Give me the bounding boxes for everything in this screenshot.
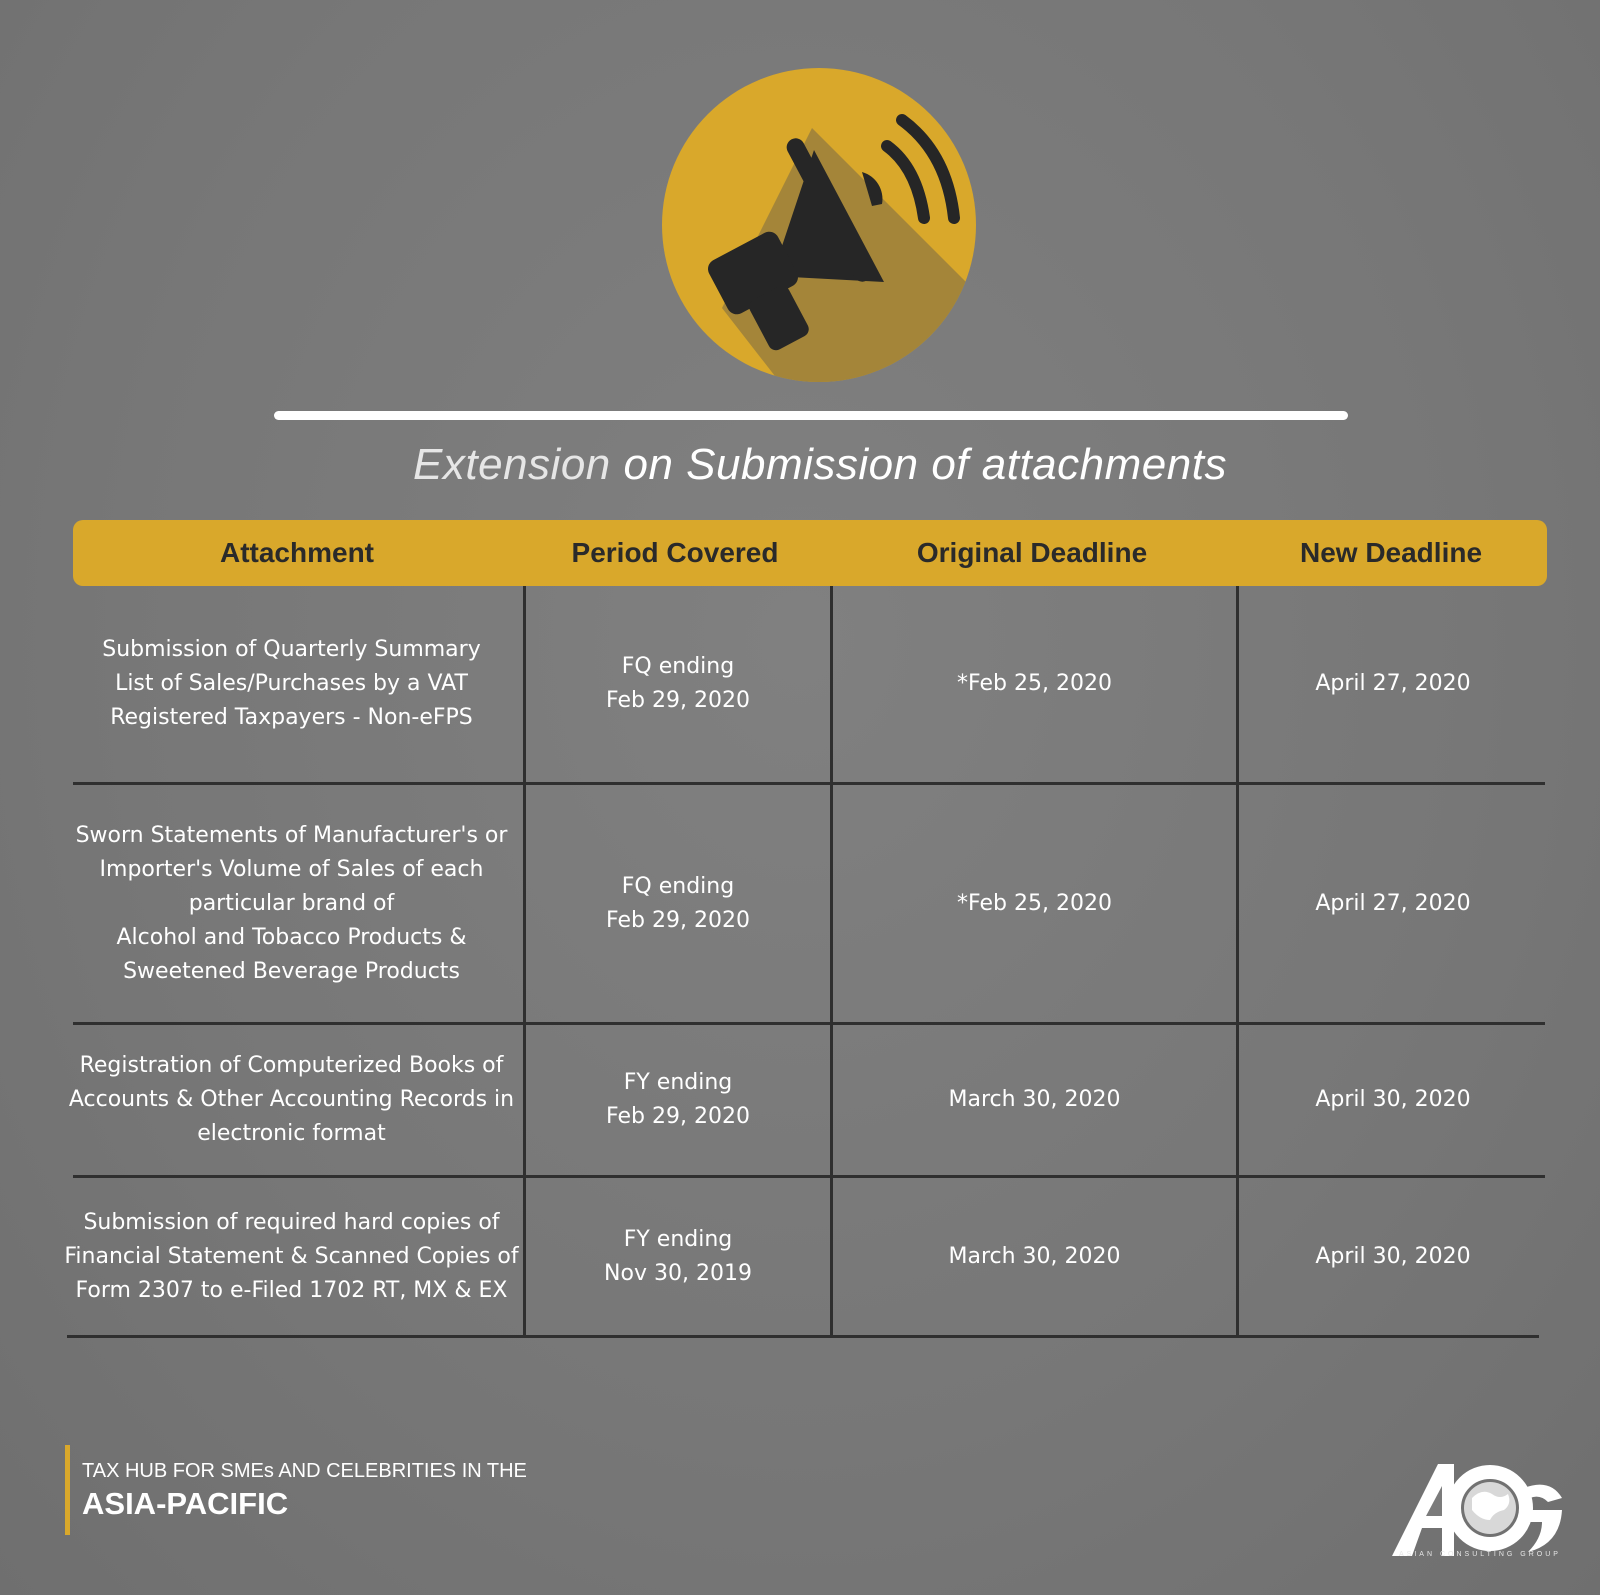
table-row-4-original-deadline: March 30, 2020 [948, 1243, 1121, 1269]
table-row-2-new-deadline: April 27, 2020 [1315, 890, 1471, 916]
table-row-3-period: FY ending Feb 29, 2020 [606, 1070, 750, 1129]
title-part-2: on Submission of attachments [623, 440, 1227, 489]
table-row-4-new-deadline: April 30, 2020 [1315, 1243, 1471, 1269]
table-row-1-period: FQ ending Feb 29, 2020 [606, 654, 750, 713]
table-row-2-attachment: Sworn Statements of Manufacturer's or Importer's Volume of Sales of each particular brand of Alcohol and Tobacco Products & Sweetened Beverage Products [75, 822, 508, 984]
megaphone-icon [662, 68, 976, 382]
row-divider-4 [67, 1335, 1539, 1338]
table-row-3-original-deadline: March 30, 2020 [948, 1087, 1121, 1112]
header-attachment: Attachment [219, 537, 374, 568]
footer-tagline: TAX HUB FOR SMEs AND CELEBRITIES IN THE [82, 1460, 527, 1482]
table-row-1-attachment: Submission of Quarterly Summary List of Sales/Purchases by a VAT Registered Taxpayers - Non-eFPS [102, 637, 481, 730]
title-divider [274, 411, 1348, 420]
footer-region: ASIA-PACIFIC [82, 1486, 289, 1521]
table-row-1-new-deadline: April 27, 2020 [1315, 671, 1471, 696]
table-header [73, 520, 1547, 586]
table-row-4-period: FY ending Nov 30, 2019 [604, 1226, 752, 1286]
logo-subtitle: ASIAN CONSULTING GROUP [1399, 1551, 1561, 1558]
footer-accent-bar [65, 1445, 70, 1535]
table-row-4-attachment: Submission of required hard copies of Financial Statement & Scanned Copies of Form 2307 to e-Filed 1702 RT, MX & EX [64, 1209, 519, 1303]
header-new-deadline: New Deadline [1299, 537, 1483, 568]
table-row-3-attachment: Registration of Computerized Books of Accounts & Other Accounting Records in electronic format [68, 1053, 515, 1146]
table-row-2-period: FQ ending Feb 29, 2020 [606, 873, 750, 933]
header-period-covered: Period Covered [571, 537, 779, 568]
header-original-deadline: Original Deadline [916, 537, 1148, 568]
table-row-1-original-deadline: *Feb 25, 2020 [957, 671, 1112, 696]
title-part-1: Extension [413, 440, 611, 489]
table-row-2-original-deadline: *Feb 25, 2020 [957, 890, 1112, 916]
table-row-3-new-deadline: April 30, 2020 [1315, 1087, 1471, 1112]
page-title [0, 440, 1600, 490]
acg-logo [1392, 1458, 1564, 1558]
